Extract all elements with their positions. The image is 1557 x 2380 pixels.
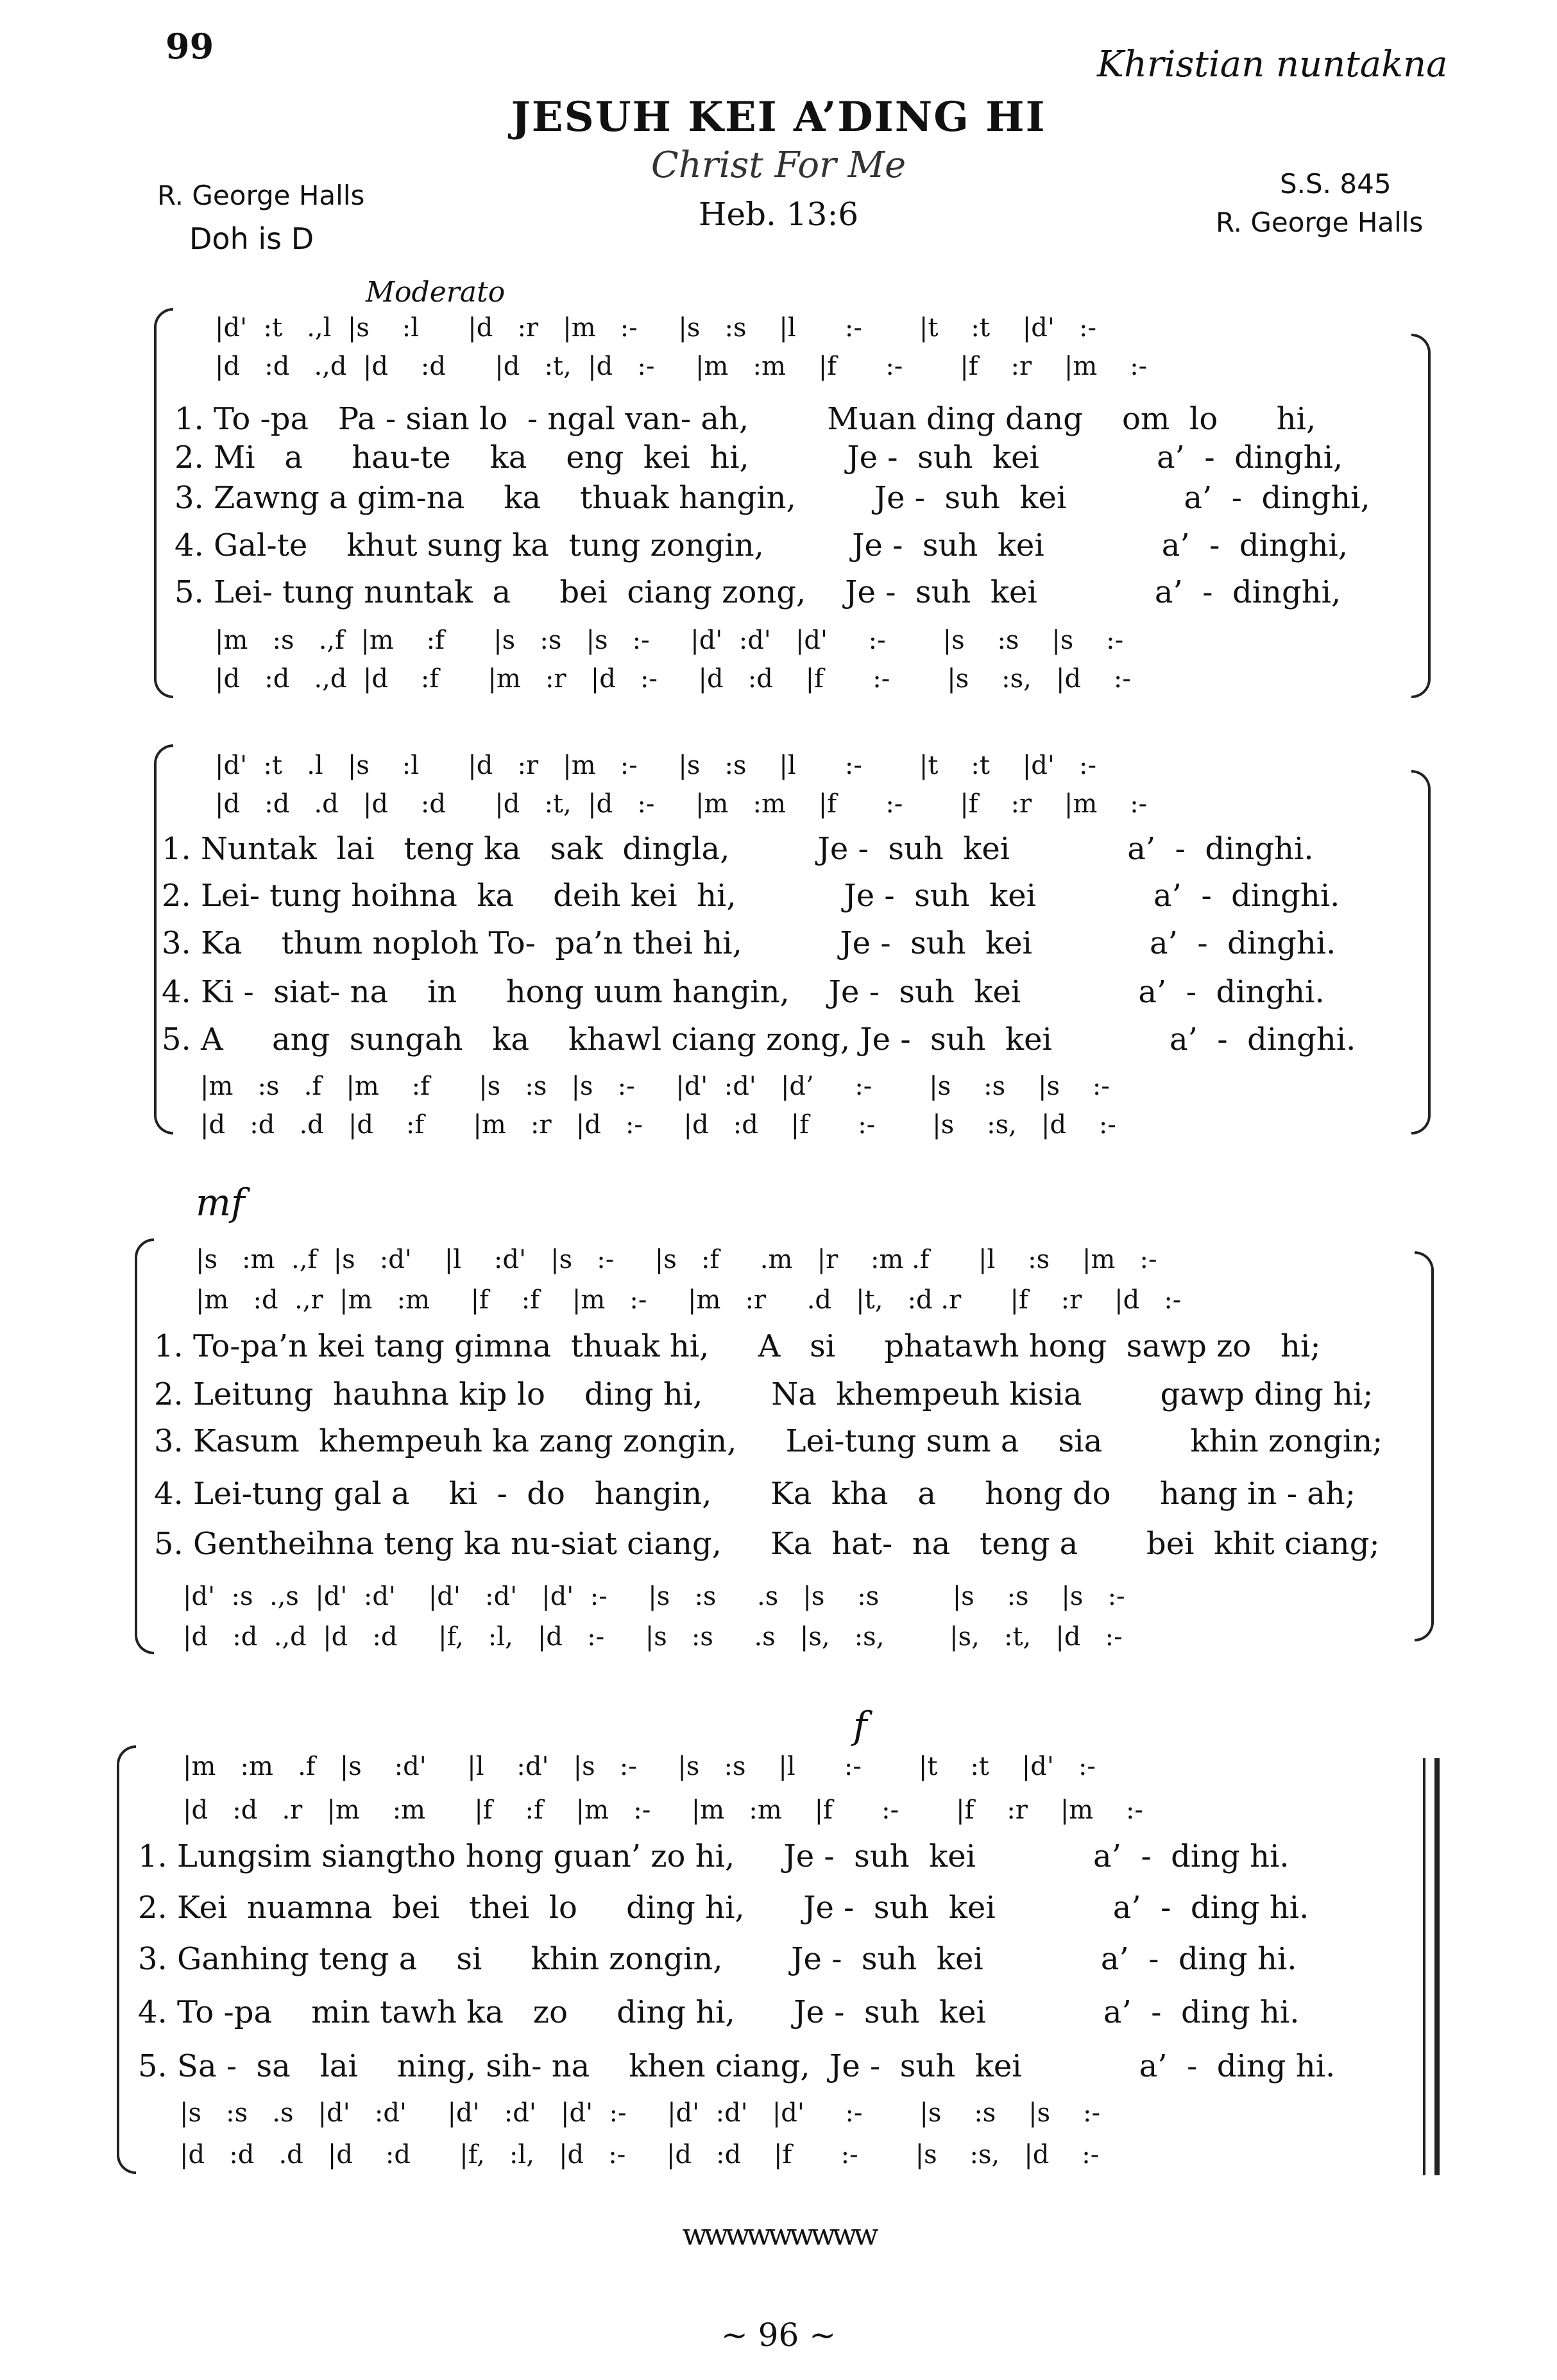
words-author: R. George Halls bbox=[157, 180, 365, 211]
tonic-solfa-tenor: |s :s .s |d' :d' |d' :d' |d' :- |d' :d' |d' :- |s :s |s :- bbox=[180, 2098, 1101, 2128]
verse-line-3: 3. Ka thum noploh To- pa’n thei hi, Je - suh kei a’ - dinghi. bbox=[162, 925, 1336, 961]
right-brace bbox=[1411, 770, 1431, 1134]
tonic-solfa-bass: |d :d .,d |d :d |f, :l, |d :- |s :s .s |s, :s, |s, :t, |d :- bbox=[183, 1622, 1123, 1652]
hymn-subtitle: Christ For Me bbox=[651, 144, 906, 186]
verse-line-4: 4. Ki - siat- na in hong uum hangin, Je - suh kei a’ - dinghi. bbox=[162, 974, 1325, 1010]
tonic-solfa-soprano: |d' :t .l |s :l |d :r |m :- |s :s |l :- |t :t |d' :- bbox=[215, 751, 1096, 780]
verse-line-5: 5. Lei- tung nuntak a bei ciang zong, Je - suh kei a’ - dinghi, bbox=[174, 574, 1341, 610]
verse-line-5: 5. A ang sungah ka khawl ciang zong, Je - suh kei a’ - dinghi. bbox=[162, 1022, 1356, 1057]
music-composer: R. George Halls bbox=[1216, 207, 1424, 238]
verse-line-2: 2. Kei nuamna bei thei lo ding hi, Je - suh kei a’ - ding hi. bbox=[138, 1890, 1309, 1926]
verse-line-4: 4. To -pa min tawh ka zo ding hi, Je - suh kei a’ - ding hi. bbox=[138, 1994, 1300, 2030]
tempo-marking: Moderato bbox=[366, 276, 506, 309]
left-brace bbox=[154, 308, 173, 698]
scripture-reference: Heb. 13:6 bbox=[698, 196, 859, 233]
verse-line-1: 1. To-pa’n kei tang gimna thuak hi, A si phatawh hong sawp zo hi; bbox=[154, 1328, 1321, 1364]
hymn-reference: S.S. 845 bbox=[1280, 168, 1391, 200]
verse-line-1: 1. To -pa Pa - sian lo - ngal van- ah, Muan ding dang om lo hi, bbox=[174, 401, 1316, 437]
hymn-title: JESUH KEI A’DING HI bbox=[511, 93, 1046, 141]
verse-line-2: 2. Mi a hau-te ka eng kei hi, Je - suh kei a’ - dinghi, bbox=[174, 440, 1343, 475]
verse-line-2: 2. Lei- tung hoihna ka deih kei hi, Je - suh kei a’ - dinghi. bbox=[162, 878, 1340, 914]
tonic-solfa-alto: |d :d .r |m :m |f :f |m :- |m :m |f :- |f :r |m :- bbox=[183, 1795, 1144, 1825]
dynamic-forte: f bbox=[853, 1704, 867, 1747]
tonic-solfa-tenor: |m :s .f |m :f |s :s |s :- |d' :d' |d’ :- |s :s |s :- bbox=[200, 1072, 1110, 1101]
decorative-divider: wwwwwwwww bbox=[682, 2217, 875, 2252]
verse-line-3: 3. Kasum khempeuh ka zang zongin, Lei-tung sum a sia khin zongin; bbox=[154, 1423, 1383, 1459]
tonic-solfa-alto: |d :d .,d |d :d |d :t, |d :- |m :m |f :- |f :r |m :- bbox=[215, 352, 1148, 381]
verse-line-1: 1. Nuntak lai teng ka sak dingla, Je - suh kei a’ - dinghi. bbox=[162, 831, 1314, 867]
verse-line-4: 4. Gal-te khut sung ka tung zongin, Je - suh kei a’ - dinghi, bbox=[174, 527, 1349, 563]
verse-line-2: 2. Leitung hauhna kip lo ding hi, Na khempeuh kisia gawp ding hi; bbox=[154, 1376, 1374, 1412]
tonic-solfa-bass: |d :d .d |d :d |f, :l, |d :- |d :d |f :- |s :s, |d :- bbox=[180, 2140, 1100, 2170]
tonic-solfa-alto: |d :d .d |d :d |d :t, |d :- |m :m |f :- |f :r |m :- bbox=[215, 789, 1148, 819]
tonic-solfa-soprano: |m :m .f |s :d' |l :d' |s :- |s :s |l :- |t :t |d' :- bbox=[183, 1752, 1096, 1781]
page-footer-number: ~ 96 ~ bbox=[720, 2316, 837, 2354]
verse-line-5: 5. Gentheihna teng ka nu-siat ciang, Ka hat- na teng a bei khit ciang; bbox=[154, 1526, 1380, 1562]
tonic-solfa-alto: |m :d .,r |m :m |f :f |m :- |m :r .d |t, :d .r |f :r |d :- bbox=[196, 1285, 1182, 1315]
tonic-solfa-soprano: |s :m .,f |s :d' |l :d' |s :- |s :f .m |r :m .f |l :s |m :- bbox=[196, 1245, 1157, 1274]
tonic-solfa-tenor: |d' :s .,s |d' :d' |d' :d' |d' :- |s :s .s |s :s |s :s |s :- bbox=[183, 1582, 1125, 1611]
final-barline-thick bbox=[1434, 1758, 1440, 2175]
tonic-solfa-soprano: |d' :t .,l |s :l |d :r |m :- |s :s |l :- |t :t |d' :- bbox=[215, 313, 1096, 343]
key-signature: Doh is D bbox=[189, 221, 314, 256]
book-title: Khristian nuntakna bbox=[1097, 44, 1448, 85]
final-barline-thin bbox=[1423, 1758, 1425, 2175]
verse-line-3: 3. Ganhing teng a si khin zongin, Je - suh kei a’ - ding hi. bbox=[138, 1941, 1297, 1977]
verse-line-3: 3. Zawng a gim-na ka thuak hangin, Je - suh kei a’ - dinghi, bbox=[174, 480, 1370, 516]
tonic-solfa-tenor: |m :s .,f |m :f |s :s |s :- |d' :d' |d' :- |s :s |s :- bbox=[215, 626, 1124, 655]
tonic-solfa-bass: |d :d .d |d :f |m :r |d :- |d :d |f :- |s :s, |d :- bbox=[200, 1110, 1116, 1140]
verse-line-1: 1. Lungsim siangtho hong guan’ zo hi, Je - suh kei a’ - ding hi. bbox=[138, 1838, 1289, 1874]
left-brace bbox=[135, 1238, 154, 1654]
right-brace bbox=[1415, 1251, 1434, 1641]
dynamic-mezzo-forte: mf bbox=[196, 1181, 245, 1224]
page-number: 99 bbox=[166, 26, 214, 67]
verse-line-4: 4. Lei-tung gal a ki - do hangin, Ka kha a hong do hang in - ah; bbox=[154, 1476, 1356, 1512]
verse-line-5: 5. Sa - sa lai ning, sih- na khen ciang, Je - suh kei a’ - ding hi. bbox=[138, 2048, 1336, 2084]
left-brace bbox=[117, 1745, 136, 2174]
right-brace bbox=[1411, 334, 1431, 698]
tonic-solfa-bass: |d :d .,d |d :f |m :r |d :- |d :d |f :- |s :s, |d :- bbox=[215, 664, 1131, 694]
